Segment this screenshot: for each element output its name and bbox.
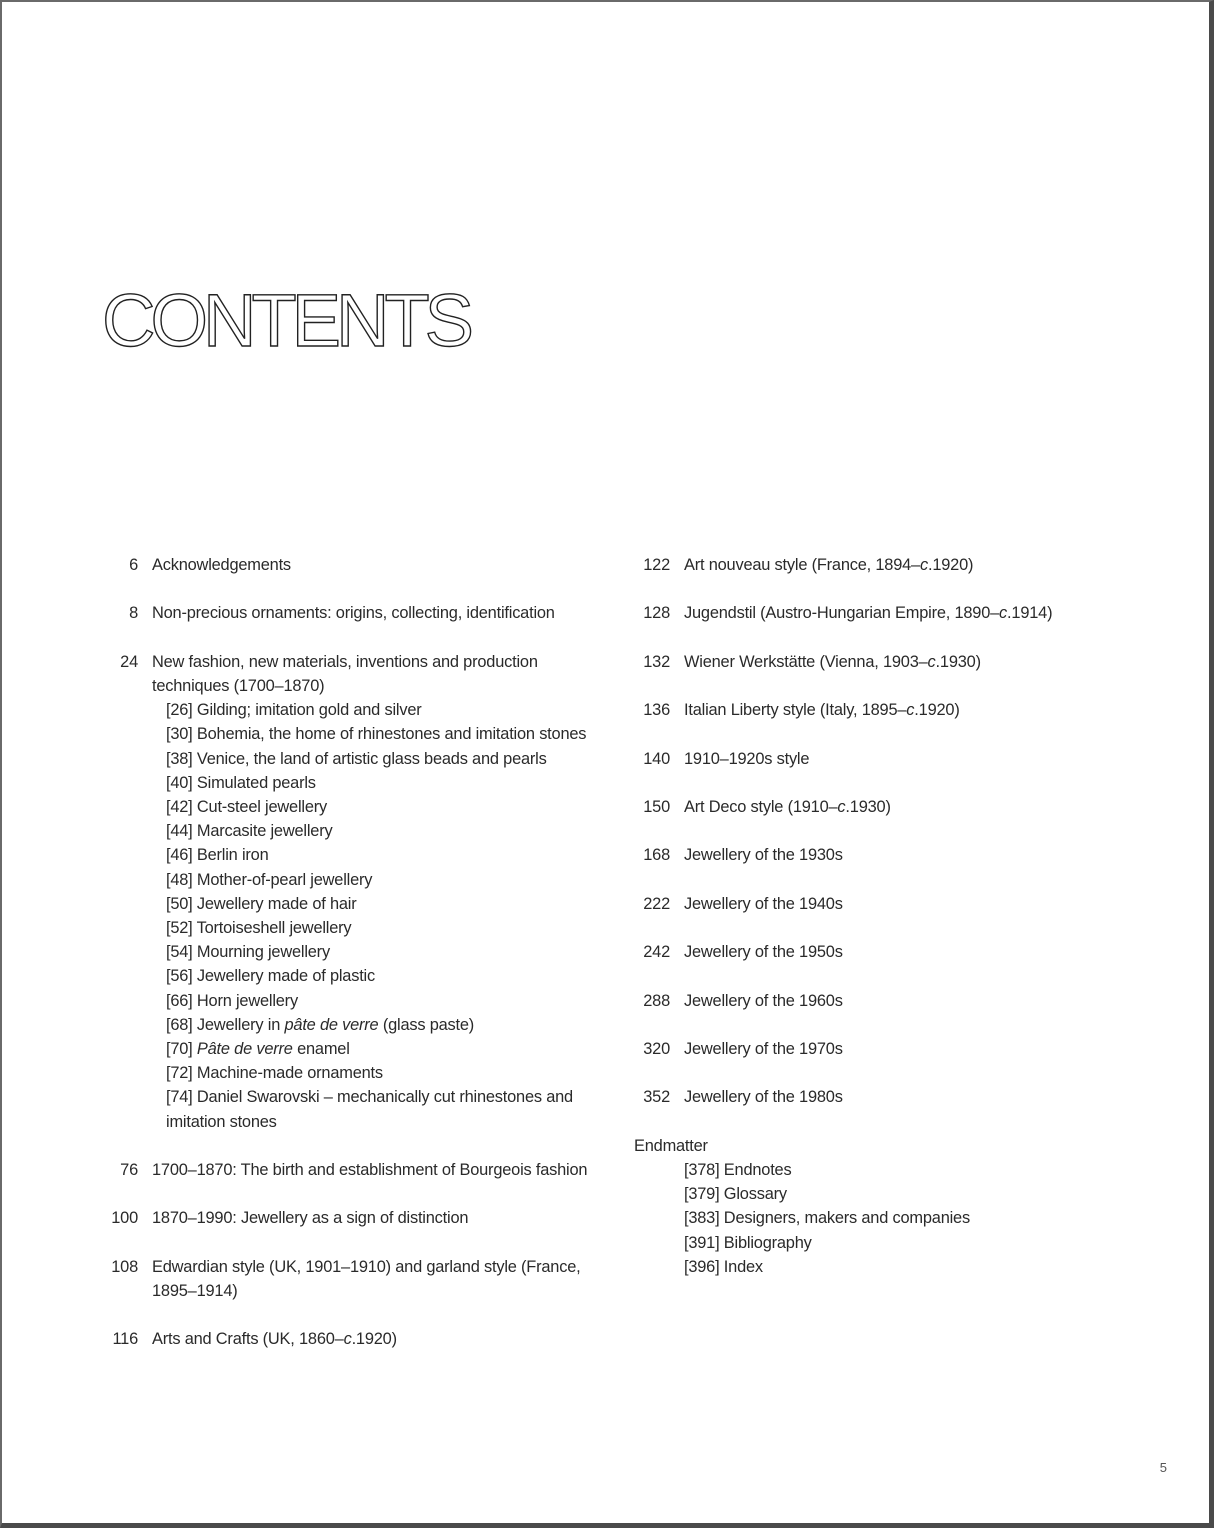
toc-subentry[interactable]: [52] Tortoiseshell jewellery [166, 919, 352, 938]
toc-entry[interactable] [102, 1327, 602, 1351]
toc-entry-title: Jugendstil (Austro-Hungarian Empire, 1890–c.1914) [684, 604, 1053, 623]
toc-entry-title: Jewellery of the 1950s [684, 943, 843, 962]
toc-entry[interactable] [632, 892, 1092, 916]
page-number: 5 [1159, 1460, 1167, 1475]
toc-subentry[interactable]: [26] Gilding; imitation gold and silver [166, 701, 422, 720]
toc-subentry[interactable]: [30] Bohemia, the home of rhinestones and imitation stones [166, 725, 587, 744]
endmatter-item[interactable]: [378] Endnotes [684, 1160, 792, 1179]
toc-entry-title: New fashion, new materials, inventions and production techniques (1700–1870) [152, 652, 538, 695]
toc-right-column [632, 553, 1092, 1279]
toc-page-number: 242 [643, 943, 670, 962]
toc-entry[interactable] [632, 553, 1092, 577]
toc-subentry[interactable]: [42] Cut-steel jewellery [166, 798, 327, 816]
endmatter-item[interactable]: [379] Glossary [684, 1185, 787, 1204]
toc-entry-title: Jewellery of the 1930s [684, 846, 843, 865]
toc-entry-title: Italian Liberty style (Italy, 1895–c.1920) [684, 701, 960, 720]
toc-entry[interactable] [632, 989, 1092, 1013]
toc-entry[interactable] [102, 1206, 602, 1230]
toc-page-number: 352 [643, 1088, 670, 1107]
toc-entry-title: Jewellery of the 1970s [684, 1039, 843, 1058]
toc-page-number: 108 [111, 1257, 138, 1276]
toc-entry[interactable] [632, 698, 1092, 722]
toc-subentry[interactable]: [50] Jewellery made of hair [166, 894, 357, 913]
toc-entry-body [152, 650, 602, 1134]
toc-page-number: 222 [643, 894, 670, 913]
toc-entry[interactable] [632, 940, 1092, 964]
toc-entry-title: Jewellery of the 1980s [684, 1088, 843, 1107]
toc-page-number: 24 [120, 652, 138, 671]
toc-entry[interactable] [632, 843, 1092, 867]
toc-page-number: 320 [643, 1039, 670, 1058]
toc-entry-title: 1700–1870: The birth and establishment of Bourgeois fashion [152, 1161, 588, 1180]
toc-entry[interactable] [632, 795, 1092, 819]
toc-page-number: 140 [643, 749, 670, 768]
toc-subentry[interactable]: [44] Marcasite jewellery [166, 822, 333, 841]
endmatter-heading: Endmatter [634, 1136, 708, 1155]
toc-page-number: 122 [643, 556, 670, 574]
toc-page-number: 128 [643, 604, 670, 623]
toc-entry-title: Art nouveau style (France, 1894–c.1920) [684, 556, 974, 574]
toc-entry-title: 1910–1920s style [684, 749, 810, 768]
toc-entry[interactable] [102, 1255, 602, 1303]
toc-subentry[interactable]: [72] Machine-made ornaments [166, 1064, 383, 1083]
toc-page-number: 76 [120, 1161, 138, 1180]
toc-page-number: 288 [643, 991, 670, 1010]
toc-entry[interactable] [102, 1158, 602, 1182]
toc-subentry[interactable]: [48] Mother-of-pearl jewellery [166, 870, 373, 889]
toc-subentries [152, 698, 602, 1134]
toc-subentry[interactable]: [46] Berlin iron [166, 846, 269, 865]
toc-page-number: 132 [643, 652, 670, 671]
toc-subentry[interactable]: [70] Pâte de verre enamel [166, 1040, 350, 1059]
toc-subentry[interactable]: [56] Jewellery made of plastic [166, 967, 375, 986]
toc-left-column [102, 553, 602, 1376]
toc-page-number: 8 [129, 604, 138, 623]
toc-entry[interactable] [102, 553, 602, 577]
toc-entry-title: Wiener Werkstätte (Vienna, 1903–c.1930) [684, 652, 981, 671]
toc-entry-title: Non-precious ornaments: origins, collecting, identification [152, 604, 555, 623]
spacer [632, 1110, 1092, 1134]
toc-subentry[interactable]: [68] Jewellery in pâte de verre (glass paste) [166, 1015, 475, 1034]
toc-page-number: 150 [643, 797, 670, 816]
toc-entry-title: Jewellery of the 1940s [684, 894, 843, 913]
toc-entry-title: Edwardian style (UK, 1901–1910) and garland style (France, 1895–1914) [152, 1257, 581, 1301]
toc-entry-title: 1870–1990: Jewellery as a sign of distinction [152, 1209, 469, 1228]
toc-entry[interactable] [632, 1085, 1092, 1109]
toc-subentry[interactable]: [54] Mourning jewellery [166, 943, 330, 962]
endmatter-item[interactable]: [391] Bibliography [684, 1233, 812, 1252]
toc-entry[interactable] [102, 601, 602, 625]
endmatter-item[interactable]: [396] Index [684, 1257, 763, 1276]
toc-entry[interactable] [632, 601, 1092, 625]
toc-page-number: 6 [129, 556, 138, 574]
toc-page-number: 116 [112, 1330, 138, 1349]
toc-entry-title: Art Deco style (1910–c.1930) [684, 797, 891, 816]
toc-subentry[interactable]: [66] Horn jewellery [166, 991, 298, 1010]
endmatter-item[interactable]: [383] Designers, makers and companies [684, 1209, 970, 1228]
toc-entry-title: Jewellery of the 1960s [684, 991, 843, 1010]
endmatter-list [632, 1158, 1092, 1279]
toc-entry[interactable] [632, 1037, 1092, 1061]
toc-page-number: 168 [643, 846, 670, 865]
toc-entry-title: Arts and Crafts (UK, 1860–c.1920) [152, 1330, 397, 1349]
toc-page-number: 100 [111, 1209, 138, 1228]
toc-subentry[interactable]: [74] Daniel Swarovski – mechanically cut rhinestones and imitation stones [166, 1088, 573, 1131]
toc-entry-title: Acknowledgements [152, 556, 291, 574]
toc-entry[interactable] [632, 650, 1092, 674]
page-title: CONTENTS [102, 279, 469, 362]
toc-entry[interactable] [632, 747, 1092, 771]
toc-page-number: 136 [643, 701, 670, 720]
toc-subentry[interactable]: [38] Venice, the land of artistic glass beads and pearls [166, 749, 547, 768]
toc-subentry[interactable]: [40] Simulated pearls [166, 773, 316, 792]
toc-entry[interactable] [102, 650, 602, 1134]
